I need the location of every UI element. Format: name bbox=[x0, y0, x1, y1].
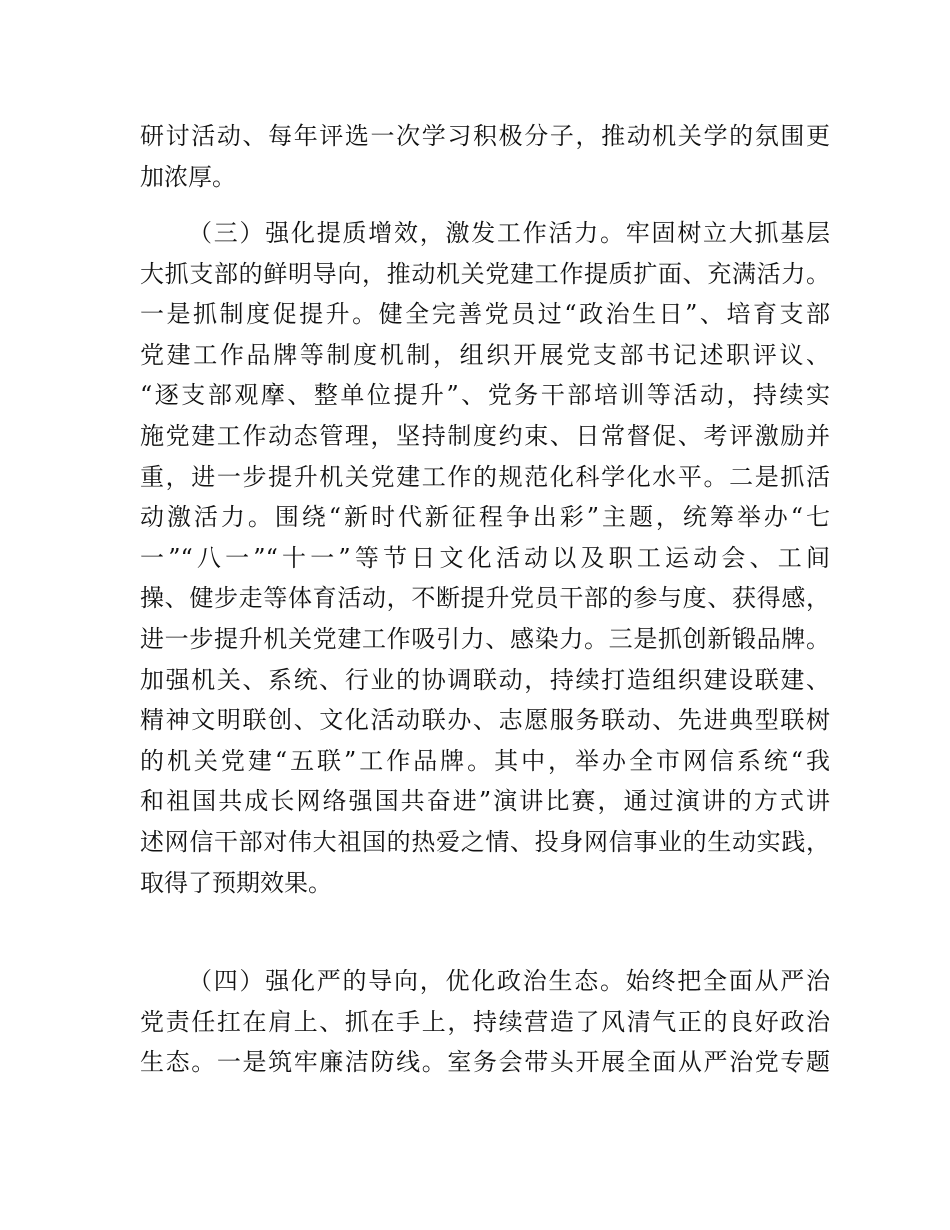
text-line: 取得了预期效果。 bbox=[140, 868, 332, 897]
text-line: 操、健步走等体育活动，不断提升党员干部的参与度、获得感， bbox=[140, 584, 830, 613]
text-line: 加浓厚。 bbox=[140, 162, 236, 191]
text-line: 进一步提升机关党建工作吸引力、感染力。三是抓创新锻品牌。 bbox=[140, 624, 830, 653]
text-line: 大抓支部的鲜明导向，推动机关党建工作提质扩面、充满活力。 bbox=[140, 259, 830, 288]
text-line: 动激活力。围绕“新时代新征程争出彩”主题，统筹举办“七 bbox=[140, 503, 830, 532]
paragraph-continued bbox=[140, 116, 830, 197]
text-line: 精神文明联创、文化活动联办、志愿服务联动、先进典型联树 bbox=[140, 706, 830, 735]
text-line: （四）强化严的导向，优化政治生态。始终把全面从严治 bbox=[188, 967, 830, 995]
text-line: 一是抓制度促提升。健全完善党员过“政治生日”、培育支部 bbox=[140, 300, 830, 329]
paragraph-section-three bbox=[140, 213, 830, 903]
text-line: 一”“八一”“十一”等节日文化活动以及职工运动会、工间 bbox=[140, 543, 830, 572]
text-line: 重，进一步提升机关党建工作的规范化科学化水平。二是抓活 bbox=[140, 462, 830, 491]
text-line: 党建工作品牌等制度机制，组织开展党支部书记述职评议、 bbox=[140, 340, 830, 369]
text-line: 和祖国共成长网络强国共奋进”演讲比赛，通过演讲的方式讲 bbox=[140, 787, 830, 816]
text-line: 加强机关、系统、行业的协调联动，持续打造组织建设联建、 bbox=[140, 665, 830, 694]
paragraph-section-four bbox=[140, 961, 830, 1083]
text-line: （三）强化提质增效，激发工作活力。牢固树立大抓基层 bbox=[188, 219, 830, 247]
text-line: 生态。一是筑牢廉洁防线。室务会带头开展全面从严治党专题 bbox=[140, 1048, 830, 1077]
text-line: 述网信干部对伟大祖国的热爱之情、投身网信事业的生动实践， bbox=[140, 827, 830, 856]
text-line: 的机关党建“五联”工作品牌。其中，举办全市网信系统“我 bbox=[140, 746, 830, 775]
text-line: 党责任扛在肩上、抓在手上，持续营造了风清气正的良好政治 bbox=[140, 1007, 830, 1036]
text-line: “逐支部观摩、整单位提升”、党务干部培训等活动，持续实 bbox=[140, 381, 830, 410]
text-line: 研讨活动、每年评选一次学习积极分子，推动机关学的氛围更 bbox=[140, 122, 830, 150]
text-line: 施党建工作动态管理，坚持制度约束、日常督促、考评激励并 bbox=[140, 421, 830, 450]
